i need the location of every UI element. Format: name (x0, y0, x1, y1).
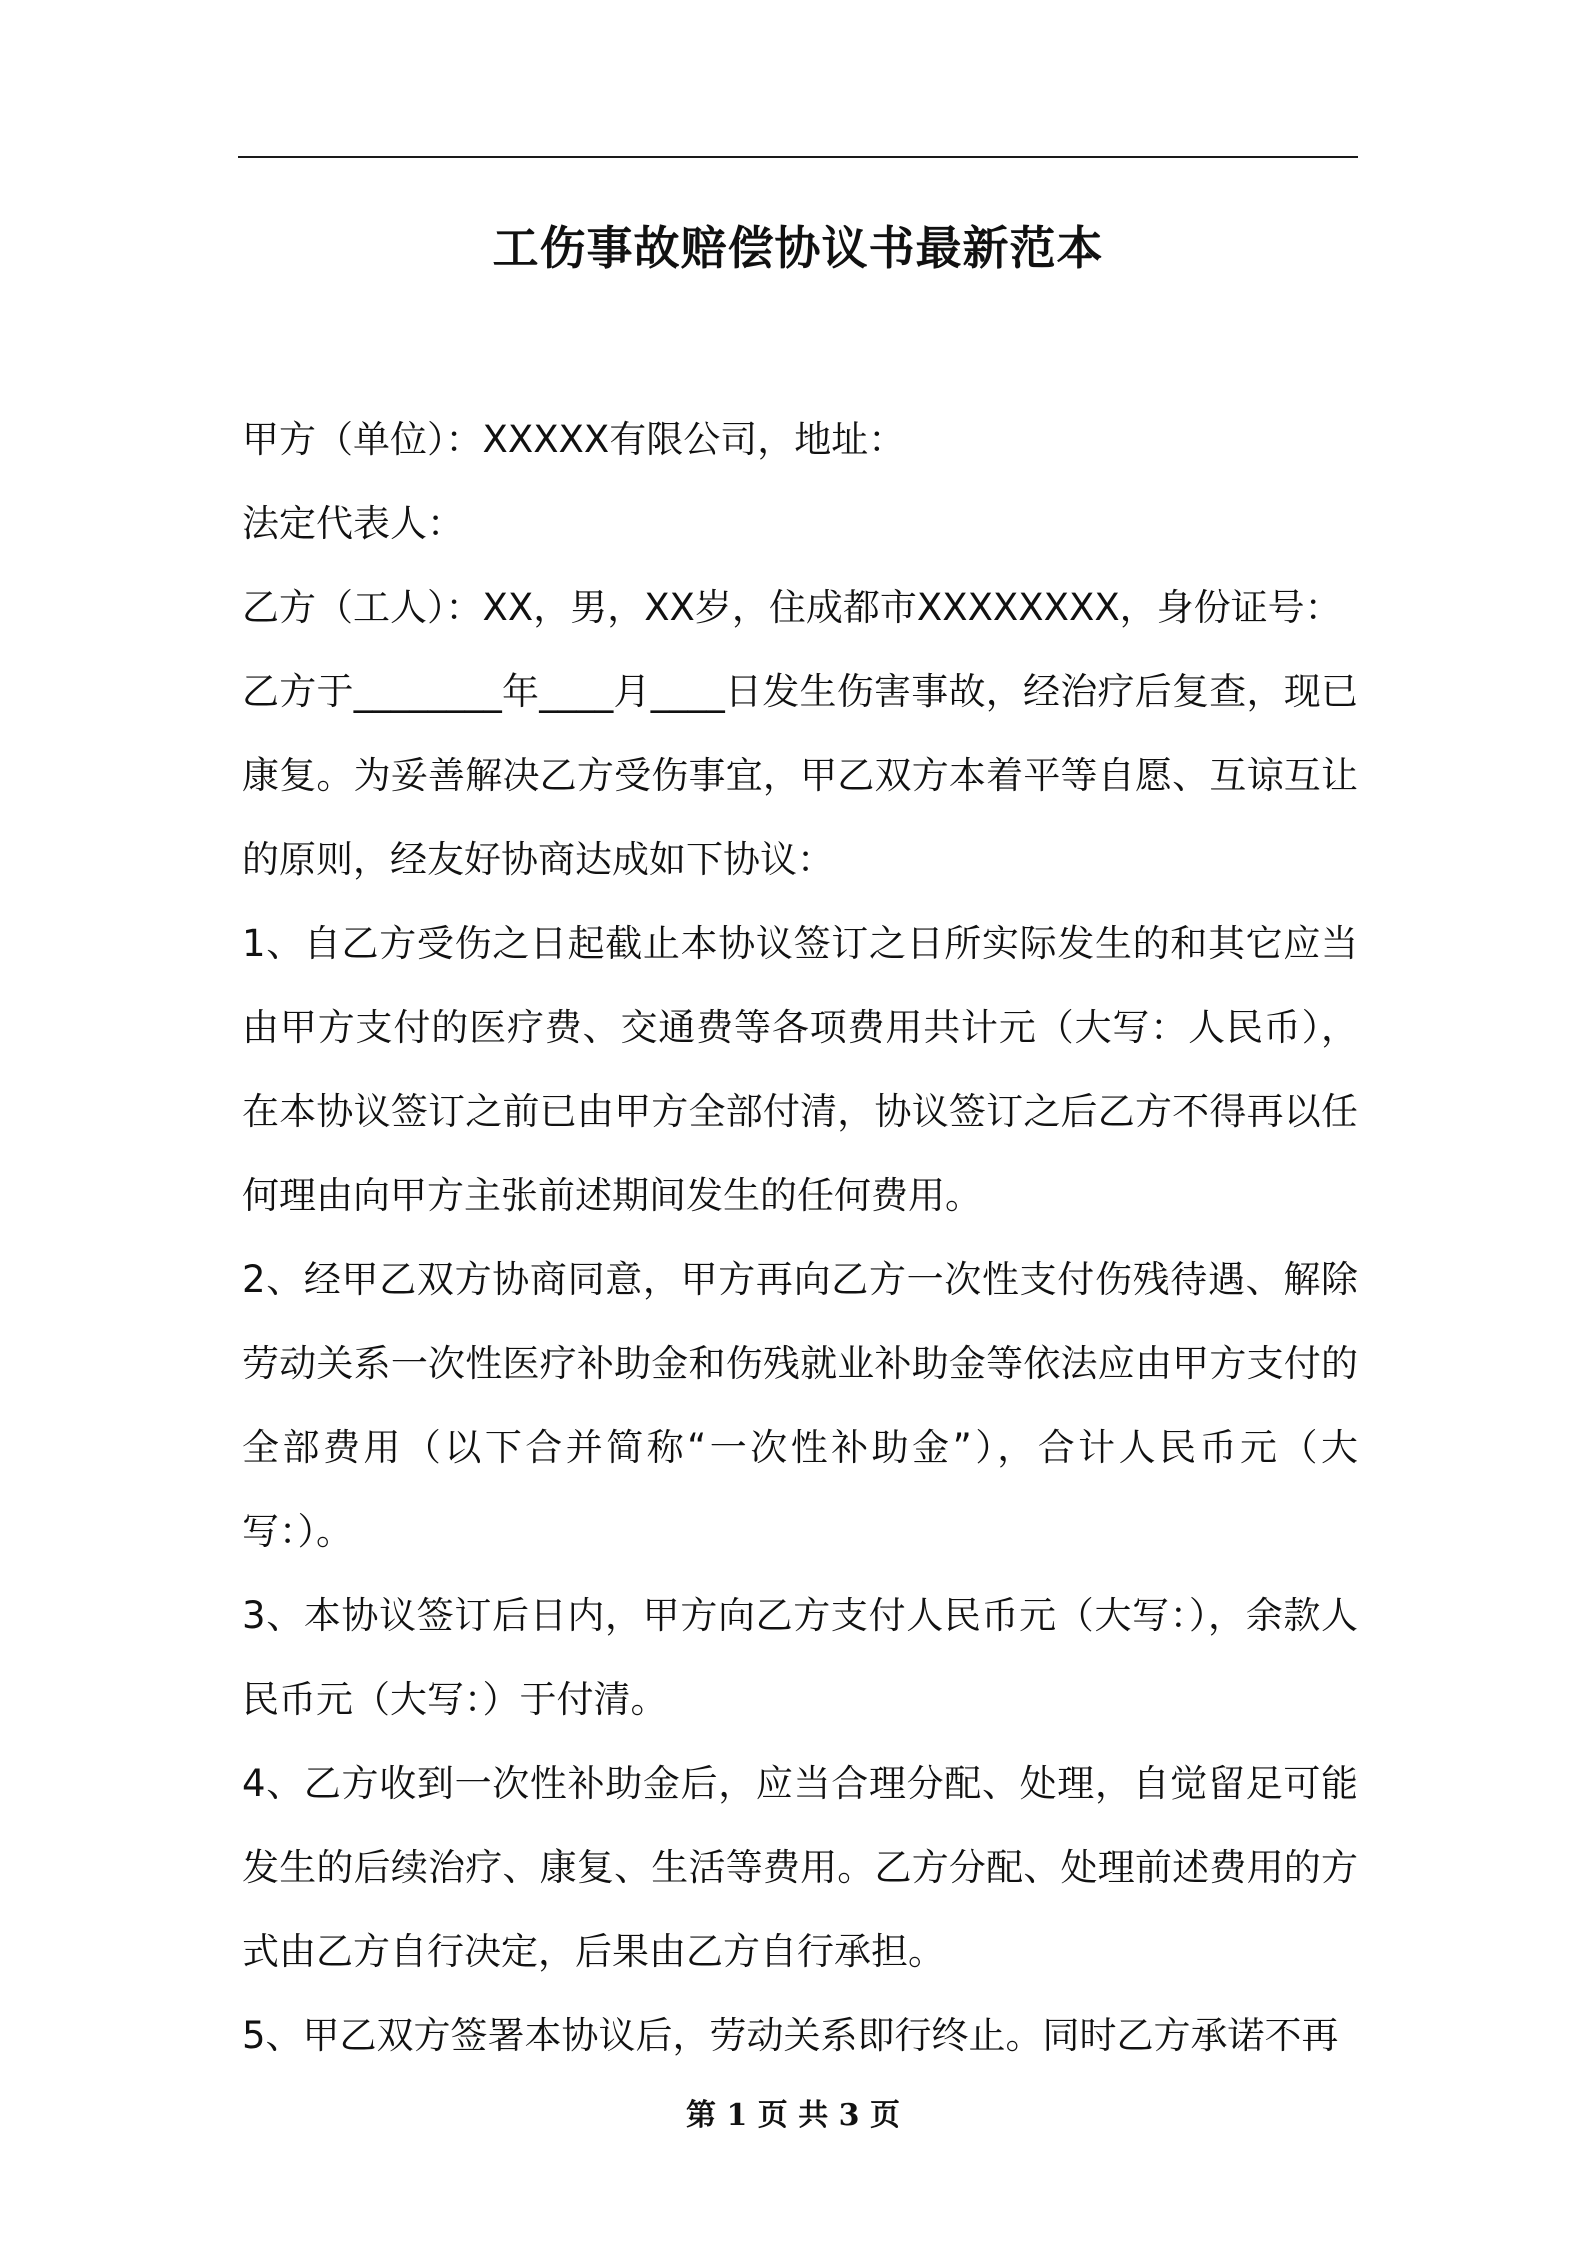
preamble-paragraph: 乙方于________年____月____日发生伤害事故，经治疗后复查，现已康复。为妥善解决乙方受伤事宜，甲乙双方本着平等自愿、互谅互让的原则，经友好协商达成如下协议： (242, 670, 1358, 881)
clause-3: 3、本协议签订后日内，甲方向乙方支付人民币元（大写：），余款人民币元（大写：）于付清。 (242, 1594, 1358, 1721)
document-title: 工伤事故赔偿协议书最新范本 (492, 221, 1104, 275)
clause-4: 4、乙方收到一次性补助金后，应当合理分配、处理，自觉留足可能发生的后续治疗、康复、生活等费用。乙方分配、处理前述费用的方式由乙方自行决定，后果由乙方自行承担。 (242, 1762, 1358, 1973)
clause-5: 5、甲乙双方签署本协议后，劳动关系即行终止。同时乙方承诺不再 (242, 2014, 1339, 2057)
document-body (242, 398, 1358, 2078)
party-a-line: 甲方（单位）：XXXXX有限公司，地址： (242, 418, 906, 461)
legal-representative-line: 法定代表人： (242, 502, 464, 545)
header-rule (238, 156, 1358, 158)
party-b-line: 乙方（工人）：XX，男，XX岁，住成都市XXXXXXXX，身份证号： (242, 586, 1342, 629)
clause-1: 1、自乙方受伤之日起截止本协议签订之日所实际发生的和其它应当由甲方支付的医疗费、交通费等各项费用共计元（大写：人民币），在本协议签订之前已由甲方全部付清，协议签订之后乙方不得再以任何理由向甲方主张前述期间发生的任何费用。 (242, 922, 1358, 1217)
clause-2: 2、经甲乙双方协商同意，甲方再向乙方一次性支付伤残待遇、解除劳动关系一次性医疗补助金和伤残就业补助金等依法应由甲方支付的全部费用（以下合并简称“一次性补助金”），合计人民币元（大写：）。 (242, 1258, 1358, 1553)
page-number: 第 1 页 共 3 页 (686, 2098, 900, 2133)
